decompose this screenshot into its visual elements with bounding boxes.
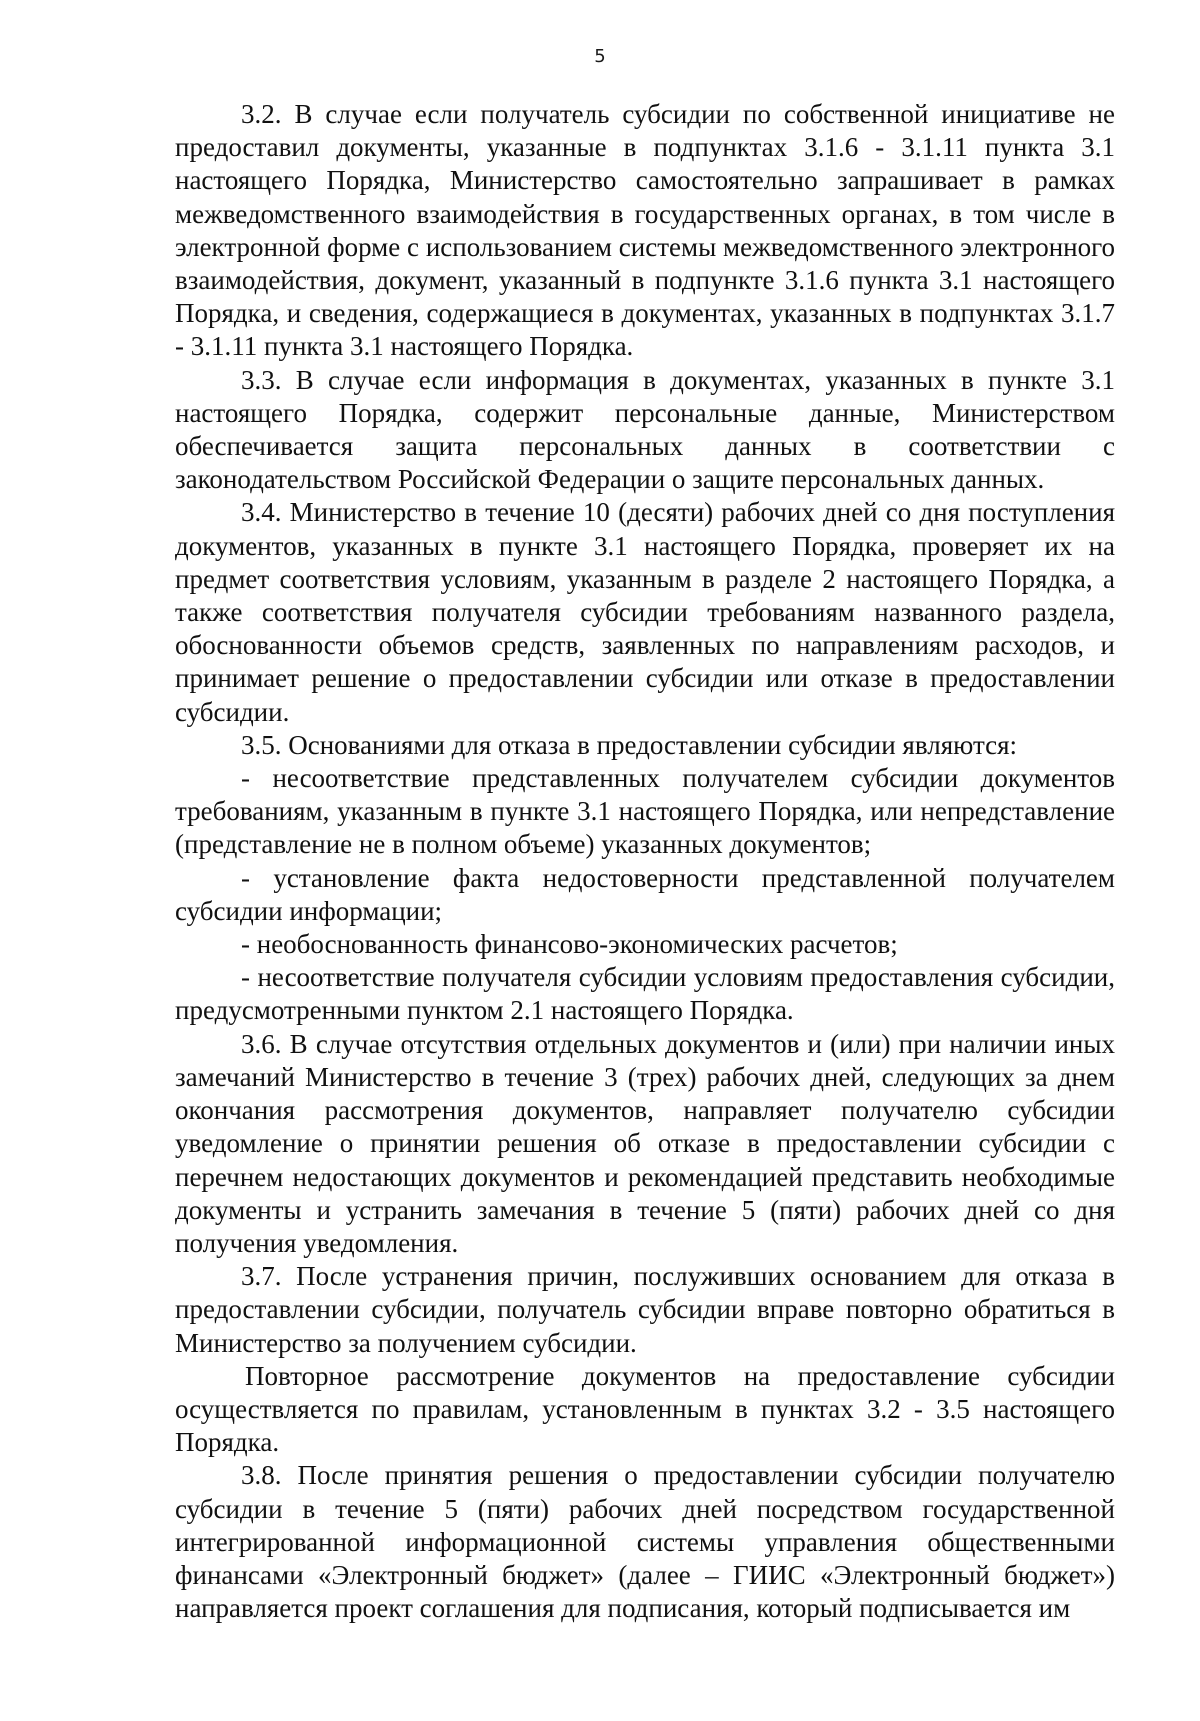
list-item-nonconformity: - несоответствие представленных получателем субсидии документов требованиям, указанным в пункте 3.1 настоящего Порядка, или непредставление (представление не в полном объеме) указанных документов; — [175, 763, 1115, 860]
list-item-unreliability: - установление факта недостоверности представленной получателем субсидии информации; — [175, 862, 1115, 926]
document-body — [175, 98, 1115, 1625]
paragraph-3-3: 3.3. В случае если информация в документах, указанных в пункте 3.1 настоящего Порядка, содержит персональные данные, Министерством обеспечивается защита персональных данных в соответствии с законодательством Российской Федерации о защите персональных данных. — [175, 364, 1115, 495]
paragraph-repeat-review: Повторное рассмотрение документов на предоставление субсидии осуществляется по правилам, установленным в пунктах 3.2 - 3.5 настоящего Порядка. — [175, 1360, 1115, 1458]
paragraph-3-2: 3.2. В случае если получатель субсидии по собственной инициативе не предоставил документы, указанные в подпунктах 3.1.6 - 3.1.11 пункта 3.1 настоящего Порядка, Министерство самостоятельно запрашивает в рамках межведомственного взаимодействия в государственных органах, в том числе в электронной форме с использованием системы межведомственного электронного взаимодействия, документ, указанный в подпункте 3.1.6 пункта 3.1 настоящего Порядка, и сведения, содержащиеся в документах, указанных в подпунктах 3.1.7 - 3.1.11 пункта 3.1 настоящего Порядка. — [175, 99, 1115, 362]
paragraph-3-8: 3.8. После принятия решения о предоставлении субсидии получателю субсидии в течение 5 (пяти) рабочих дней посредством государственной интегрированной информационной системы управления общественными финансами «Электронный бюджет» (далее – ГИИС «Электронный бюджет») направляется проект соглашения для подписания, который подписывается им — [175, 1460, 1115, 1624]
paragraph-3-5: 3.5. Основаниями для отказа в предоставлении субсидии являются: — [241, 729, 1017, 760]
list-item-recipient-nonconformity: - несоответствие получателя субсидии условиям предоставления субсидии, предусмотренными пунктом 2.1 настоящего Порядка. — [175, 962, 1115, 1026]
paragraph-3-4: 3.4. Министерство в течение 10 (десяти) рабочих дней со дня поступления документов, указанных в пункте 3.1 настоящего Порядка, проверяет их на предмет соответствия условиям, указанным в разделе 2 настоящего Порядка, а также соответствия получателя субсидии требованиям названного раздела, обоснованности объемов средств, заявленных по направлениям расходов, и принимает решение о предоставлении субсидии или отказе в предоставлении субсидии. — [175, 497, 1115, 727]
page-number: 5 — [594, 46, 606, 67]
paragraph-3-7: 3.7. После устранения причин, послуживших основанием для отказа в предоставлении субсидии, получатель субсидии вправе повторно обратиться в Министерство за получением субсидии. — [175, 1261, 1115, 1358]
paragraph-3-6: 3.6. В случае отсутствия отдельных документов и (или) при наличии иных замечаний Министерство в течение 3 (трех) рабочих дней, следующих за днем окончания рассмотрения документов, направляет получателю субсидии уведомление о принятии решения об отказе в предоставлении субсидии с перечнем недостающих документов и рекомендацией представить необходимые документы и устранить замечания в течение 5 (пяти) рабочих дней со дня получения уведомления. — [175, 1028, 1115, 1258]
list-item-unjustified-calculations: - необоснованность финансово-экономических расчетов; — [241, 929, 898, 960]
